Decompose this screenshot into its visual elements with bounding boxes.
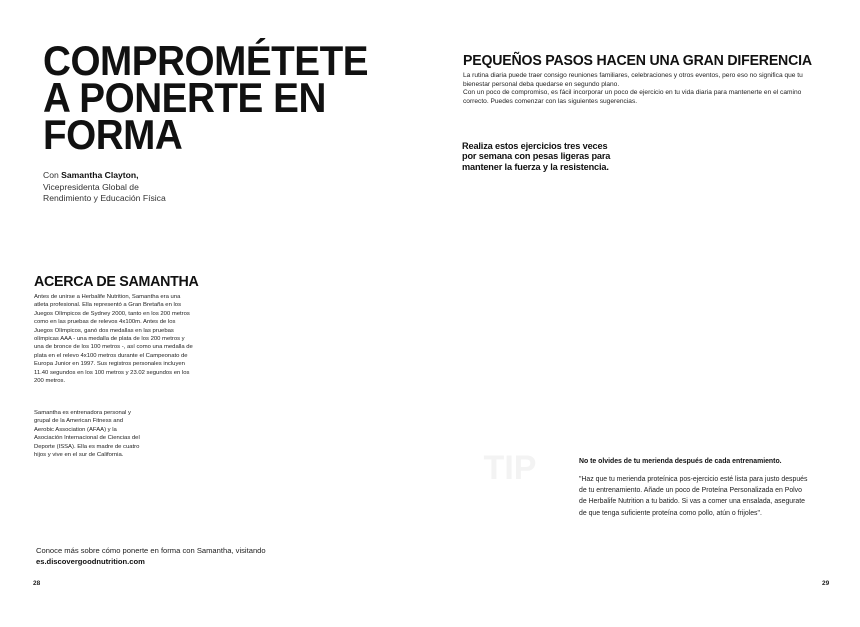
- byline-role-2: Rendimiento y Educación Física: [43, 193, 166, 203]
- intro-text: [463, 72, 808, 106]
- about-paragraph-1: Antes de unirse a Herbalife Nutrition, Samantha era una atleta profesional. Ella representó a Gran Bretaña en los Juegos Olímpicos de Sydney 2000, tanto en los 200 metros como en las pruebas de relevos 4x100m. Antes de los Juegos Olímpicos, ganó dos medallas en las pruebas olímpicas AAA - una medalla de plata de los 200 metros y una de bronce de los 100 metros -, así como una medalla de plata en el relevo 4x100 metros durante el Campeonato de Europa Junior en 1997. Sus registros personales incluyen 11.40 segundos en los 100 metros y 23.02 segundos en los 200 metros.: [34, 294, 193, 385]
- byline: [43, 170, 243, 205]
- intro-text-1: La rutina diaria puede traer consigo reuniones familiares, celebraciones y otros eventos, pero eso no significa que tu bienestar personal deba quedarse en segundo plano.: [463, 72, 803, 88]
- byline-role-1: Vicepresidenta Global de: [43, 181, 139, 192]
- about-paragraph-2: Samantha es entrenadora personal y grupal de la American Fitness and Aerobic Association (AFAA) y la Asociación Internacional de Ciencias del Deporte (ISSA). Ella es madre de cuatro hijos y vive en el sur de California.: [34, 410, 140, 459]
- intro-text-2: Con un poco de compromiso, es fácil incorporar un poco de ejercicio en tu vida diaria para mantenerte en el camino correcto. Puedes comenzar con las siguientes sugerencias.: [463, 89, 802, 105]
- tip-title: TIP: [483, 449, 537, 487]
- note-heading: No te olvides de tu merienda después de cada entrenamiento.: [579, 458, 782, 465]
- more-info-link[interactable]: es.discovergoodnutrition.com: [36, 557, 145, 566]
- exercise-callout: Realiza estos ejercicios tres veces por semana con pesas ligeras para mantener la fuerza y la resistencia.: [462, 141, 611, 172]
- title-line-1: COMPROMÉTETE: [43, 37, 369, 84]
- page-number-left: 28: [33, 580, 41, 587]
- byline-prefix: Con: [43, 170, 62, 180]
- more-info-text: Conoce más sobre cómo ponerte en forma con Samantha, visitando: [36, 546, 266, 555]
- tip-box: [470, 450, 550, 486]
- section-heading: PEQUEÑOS PASOS HACEN UNA GRAN DIFERENCIA: [463, 52, 812, 69]
- about-heading: ACERCA DE SAMANTHA: [34, 273, 199, 290]
- note-quote: "Haz que tu merienda proteínica pos-ejercicio esté lista para justo después de tu entrenamiento. Añade un poco de Proteína Personalizada en Polvo de Herbalife Nutrition a tu batido. Si vas a comer una ensalada, asegurate de que tenga suficiente proteína como pollo, atún o frijoles".: [579, 476, 808, 517]
- page-title: [43, 37, 369, 158]
- title-line-3: FORMA: [43, 111, 183, 158]
- more-info: [36, 545, 266, 567]
- byline-name: Samantha Clayton,: [61, 170, 139, 180]
- title-line-2: A PONERTE EN: [43, 74, 326, 121]
- page-number-right: 29: [822, 580, 830, 587]
